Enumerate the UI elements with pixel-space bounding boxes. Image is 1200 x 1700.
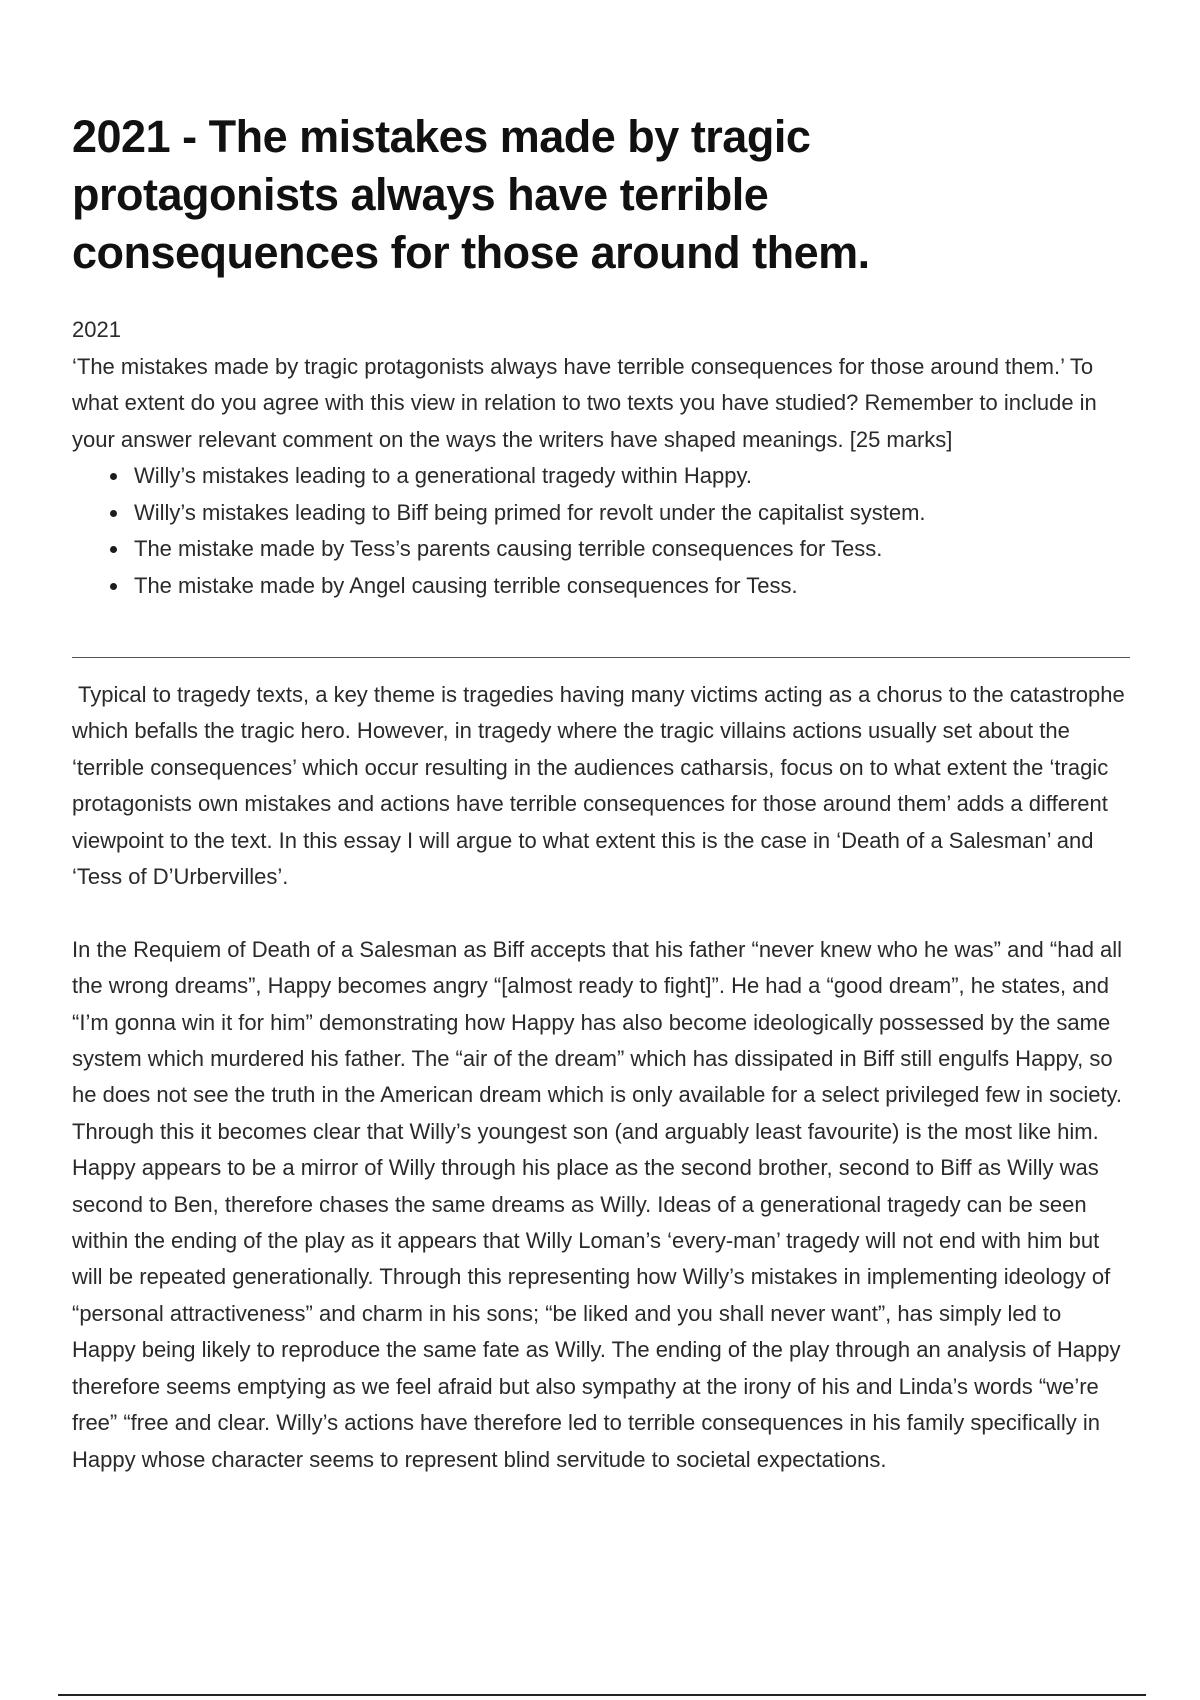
page-title: 2021 - The mistakes made by tragic protagonists always have terrible consequences for those around them. [72,111,870,278]
page-bottom-divider [58,1694,1146,1696]
essay-paragraph-happy: In the Requiem of Death of a Salesman as Biff accepts that his father “never knew who he was” and “had all the wrong dreams”, Happy becomes angry “[almost ready to fight]”. He had a “good dream”, he states, and “I’m gonna win it for him” demonstrating how Happy has also become ideologically possessed by the same system which murdered his father. The “air of the dream” which has dissipated in Biff still engulfs Happy, so he does not see the truth in the American dream which is only available for a select privileged few in society. Through this it becomes clear that Willy’s youngest son (and arguably least favourite) is the most like him. Happy appears to be a mirror of Willy through his place as the second brother, second to Biff as Willy was second to Ben, therefore chases the same dreams as Willy. Ideas of a generational tragedy can be seen within the ending of the play as it appears that Willy Loman’s ‘every-man’ tragedy will not end with him but will be repeated generationally. Through this representing how Willy’s mistakes in implementing ideology of “personal attractiveness” and charm in his sons; “be liked and you shall never want”, has simply led to Happy being likely to reproduce the same fate as Willy. The ending of the play through an analysis of Happy therefore seems emptying as we feel afraid but also sympathy at the irony of his and Linda’s words “we’re free” “free and clear. Willy’s actions have therefore led to terrible consequences in his family specifically in Happy whose character seems to represent blind servitude to societal expectations. [72,936,1123,1472]
question-block [72,312,1130,604]
list-item: Willy’s mistakes leading to Biff being primed for revolt under the capitalist system. [134,495,1130,532]
essay-body [72,677,1130,1478]
list-item: Willy’s mistakes leading to a generational tragedy within Happy. [134,458,1130,495]
essay-paragraph-intro: Typical to tragedy texts, a key theme is tragedies having many victims acting as a chorus to the catastrophe which befalls the tragic hero. However, in tragedy where the tragic villains actions usually set about the ‘terrible consequences’ which occur resulting in the audiences catharsis, focus on to what extent the ‘tragic protagonists own mistakes and actions have terrible consequences for those around them’ adds a different viewpoint to the text. In this essay I will argue to what extent this is the case in ‘Death of a Salesman’ and ‘Tess of D’Urbervilles’. [72,682,1125,890]
plan-bullet-list [72,458,1130,604]
question-year: 2021 [72,317,121,342]
list-item: The mistake made by Tess’s parents causing terrible consequences for Tess. [134,531,1130,568]
question-text: ‘The mistakes made by tragic protagonists always have terrible consequences for those around them.’ To what extent do you agree with this view in relation to two texts you have studied? Remember to include in your answer relevant comment on the ways the writers have shaped meanings. [25 marks] [72,353,1097,452]
list-item: The mistake made by Angel causing terrible consequences for Tess. [134,568,1130,605]
section-divider [72,657,1130,658]
